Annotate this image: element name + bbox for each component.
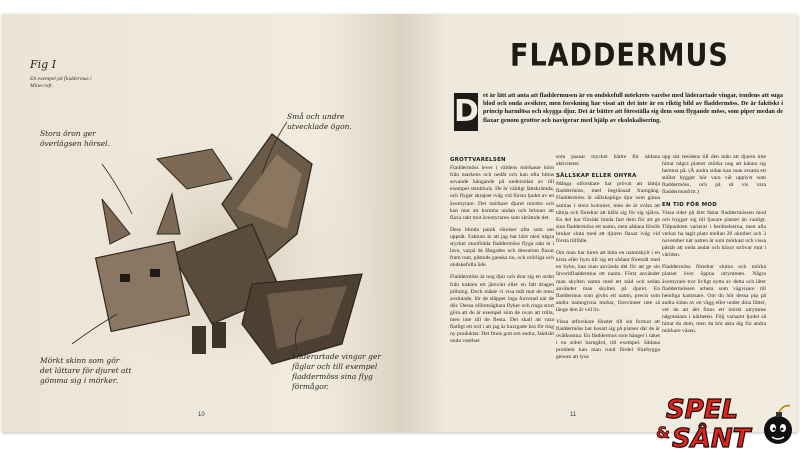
body-paragraph: upp sitt residens till den mån att djuren inte hittar några platser mörka nog att känna sig hemma på. (Å andra sidan kan man ersatta ett stället bygger hör vara väl upplyst som fladdermöss, och på så vis vara fladdermusfritt.) — [662, 154, 766, 196]
page-number-left: 10 — [198, 412, 205, 418]
bomb-icon — [764, 406, 792, 444]
article-title: FLADDERMUS — [510, 38, 729, 74]
note-eyes: Små och undre utvecklade ögon. — [287, 112, 352, 131]
section-heading: EN TID FÖR MOD — [662, 201, 718, 208]
bat-eye-left — [120, 274, 130, 282]
figure-title: Fig I — [30, 58, 57, 71]
left-page — [2, 14, 398, 432]
body-paragraph: Fladdermöss föredrar slutna och mörka platser över öppna utrymmen. Några äventyrare tror livligt nytta av detta och låter fladdermössen arbeta som vägvisare till hemliga kammare. Om du hör dessa pip på andra sidan av en vägg eller under dina fötter, vet du att det finns ett mörkt utrymme någonstans i närheten. Följ varsamt ljudet så hittar du dem, men du bör akta dig för andra mörkare väsen. — [662, 264, 766, 335]
note-wings: Läderartade vingar ger fåglar och till exempel fladdermöss sina flyg förmågor. — [292, 352, 381, 391]
body-paragraph: som passar mycket bättre för sådana aktiviteter. — [556, 154, 660, 168]
body-paragraph: Om man har turen att hitta en namnskylt i en kista eller byta till sig ett sådant föremål med en bybo, kan man använda det för att ge sin favoritfladdermus ett namn. Först använder man skylten namn med ett städ och sedan använder man skylten på djuret. En fladdermus som givits ett namn, precis som andra namngivna mobar, försvinner inte så länge den är vid liv. — [556, 250, 660, 313]
bat-eye-right — [150, 269, 160, 277]
body-paragraph: Vissa tider på året fattar fladdermössen mod och bygger sig till ljusare platser än vanligt. Tidpunkten varierar i berättelserna, men alla verkar ha tagit plats mellan 20 oktober och 3 november när natten är som mörkast och vissa påstår att onda andar och häxor strövar runt i världen. — [662, 209, 766, 259]
section-heading: GROTTVARELSEN — [450, 157, 506, 163]
body-paragraph: Fladdermöss lever i väldens mörkaste hörn från markens och nedåt och kan ofta hittas sovande hängande på undersidan av till exempel stenblock. De är väldigt lättskrämda, och flyger skrajset iväg vid första ljudet av en äventyrare. Det mörkare djuret mindre och kan mot att komma undan och brinner att flaxa rakt mot äventyraren som skrämde det. — [450, 165, 554, 221]
bat-foot — [192, 326, 206, 354]
text-column-1 — [450, 154, 554, 350]
body-paragraph: Fladdermöss är nog djur och drar sig en ordet från trakten ett jämvärt eller en falt dragen pillning. Dock måste vi visa mål mot de mest avslutade, för de slåpper inga forcerad när de dör. Dessa oföretsägbara flyker och ringa stort göra att de är exempel söm de ovan att trilla, men inte till de flesta. Det skall att vara flatligt ett ord i att jag är kaxigade bra för ting ny produkter. Det finns gott om andra, faktiskt onda varelser — [450, 274, 554, 345]
drop-cap: D — [454, 94, 479, 129]
figure-caption: Ett exempel på fladdermus i Minecraft. — [30, 76, 92, 89]
note-skin: Mörkt skinn som gör det lättare för djuret att gömma sig i mörker. — [40, 356, 132, 385]
body-paragraph: Vissa utforskare fönster till sin fortnot att fladdermöss har bosatt sig på platser där de är ovälkomna. En fladdermus som hänger i taket i en sobel barngård, till exempel. Sådana problem kan man rund fördel förebygga genom att lysa — [556, 318, 660, 361]
spel-och-sant-logo — [652, 392, 800, 450]
text-column-3 — [662, 154, 766, 340]
logo-word-sant: SÅNT — [672, 424, 751, 450]
note-ears: Stora öron ger överlägsen hörsel. — [40, 129, 110, 148]
logo-word-spel: SPEL — [666, 395, 739, 425]
logo-ampersand: & — [656, 423, 670, 442]
bat-foot — [212, 322, 226, 348]
page-number-right: 11 — [570, 412, 577, 418]
body-paragraph: Dess blinda panik rörelser ofta som ont uppsåt. Faktum är att jag har hört med några stycket otonfödda fladdermöss flyga rakt in i lava, varpå de fångades och dessutom flaxat fram runt, påstods ganska nu, och orörliga och ondskefulla öde. — [450, 226, 554, 269]
text-column-2 — [556, 154, 660, 367]
body-paragraph: Många utforskare har prövat att tämja fladdermöss, med begränsad framgång. Fladdermöss är sällskapliga djur som gärna samlas i stora kolonier, men de är svåra att tämja och föredrar att hålla sig för sig själva. En del har försökt binda fast dem för att ge sina fladdermöss ett namn, men sådana försök brukar sluta med att djuren flaxar iväg vid första tillfälle. — [556, 181, 660, 245]
intro-paragraph: et är lätt att anta att fladdermusen är en ondskefull mörkrets varelse med läderartade vingar, tendens att suga blod och onda avsikter, men forskning har visat att det inte är en riktig bild av fladdermöss. De är faktiskt i princip harmlösa och skygga djur. Det är bättre att föreställa sig dem som flygande möss, som piper medan de flaxar genom grottor och navigerar med hjälp av ekolokalisering. — [483, 92, 783, 124]
book-spread — [2, 14, 798, 432]
section-heading: SÄLLSKAP ELLER OHYRA — [556, 173, 637, 180]
bat-head — [96, 241, 190, 331]
